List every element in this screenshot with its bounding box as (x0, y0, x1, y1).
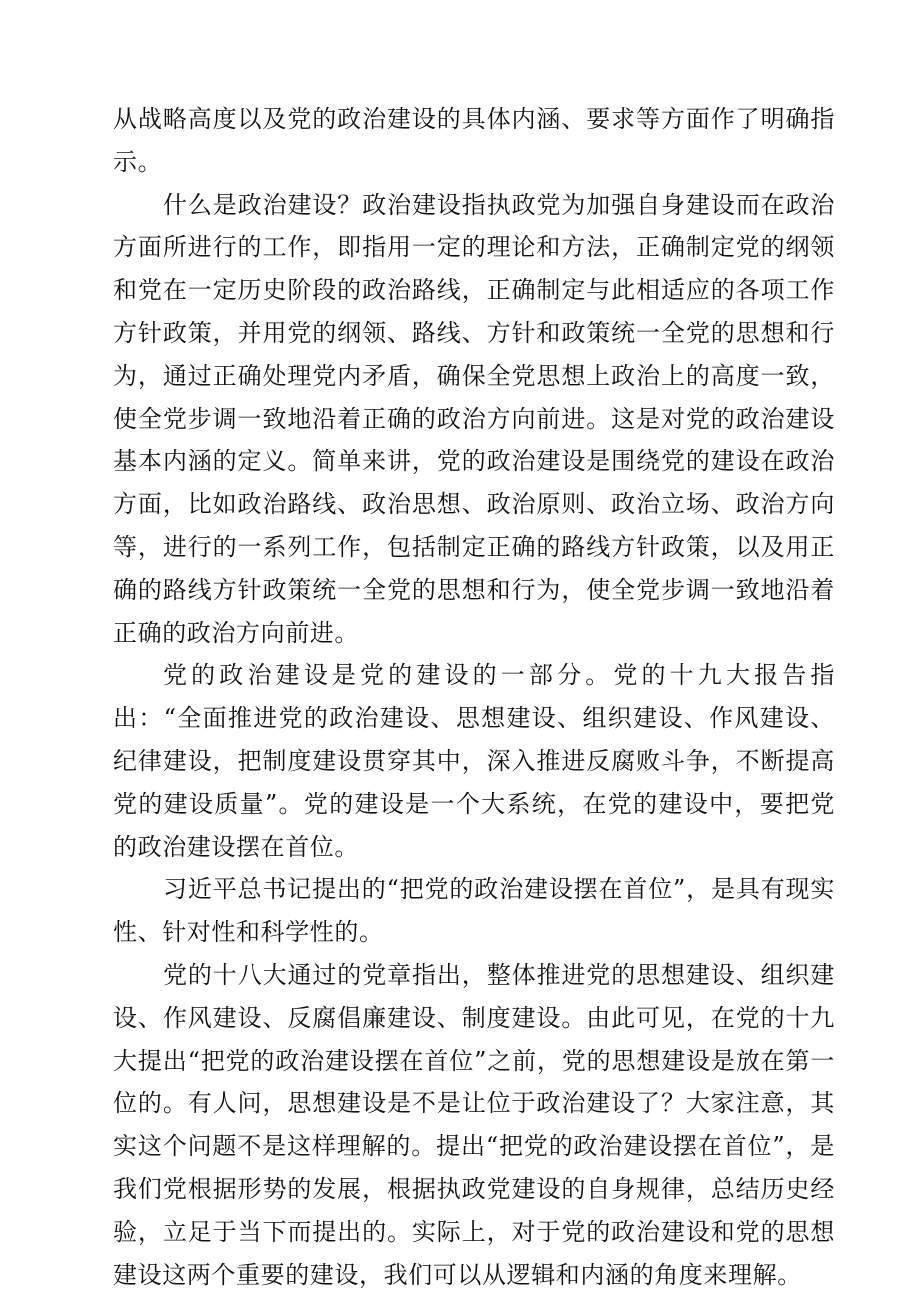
paragraph-4: 习近平总书记提出的“把党的政治建设摆在首位”，是具有现实性、针对性和科学性的。 (113, 875, 835, 947)
paragraph-3: 党的政治建设是党的建设的一部分。党的十九大报告指出：“全面推进党的政治建设、思想建设、组织建设、作风建设、纪律建设，把制度建设贯穿其中，深入推进反腐败斗争，不断提高党的建设质量”。党的建设是一个大系统，在党的建设中，要把党的政治建设摆在首位。 (113, 661, 835, 861)
paragraph-5: 党的十八大通过的党章指出，整体推进党的思想建设、组织建设、作风建设、反腐倡廉建设、制度建设。由此可见，在党的十九大提出“把党的政治建设摆在首位”之前，党的思想建设是放在第一位的。有人问，思想建设是不是让位于政治建设了？大家注意，其实这个问题不是这样理解的。提出“把党的政治建设摆在首位”，是我们党根据形势的发展，根据执政党建设的自身规律，总结历史经验，立足于当下而提出的。实际上，对于党的政治建设和党的思想建设这两个重要的建设，我们可以从逻辑和内涵的角度来理解。 (113, 960, 835, 1289)
document-body (113, 98, 835, 1296)
paragraph-2: 什么是政治建设？政治建设指执政党为加强自身建设而在政治方面所进行的工作，即指用一定的理论和方法，正确制定党的纲领和党在一定历史阶段的政治路线，正确制定与此相适应的各项工作方针政策，并用党的纲领、路线、方针和政策统一全党的思想和行为，通过正确处理党内矛盾，确保全党思想上政治上的高度一致，使全党步调一致地沿着正确的政治方向前进。这是对党的政治建设基本内涵的定义。简单来讲，党的政治建设是围绕党的建设在政治方面，比如政治路线、政治思想、政治原则、政治立场、政治方向等，进行的一系列工作，包括制定正确的路线方针政策，以及用正确的路线方针政策统一全党的思想和行为，使全党步调一致地沿着正确的政治方向前进。 (113, 190, 835, 647)
paragraph-1: 从战略高度以及党的政治建设的具体内涵、要求等方面作了明确指示。 (113, 105, 835, 176)
